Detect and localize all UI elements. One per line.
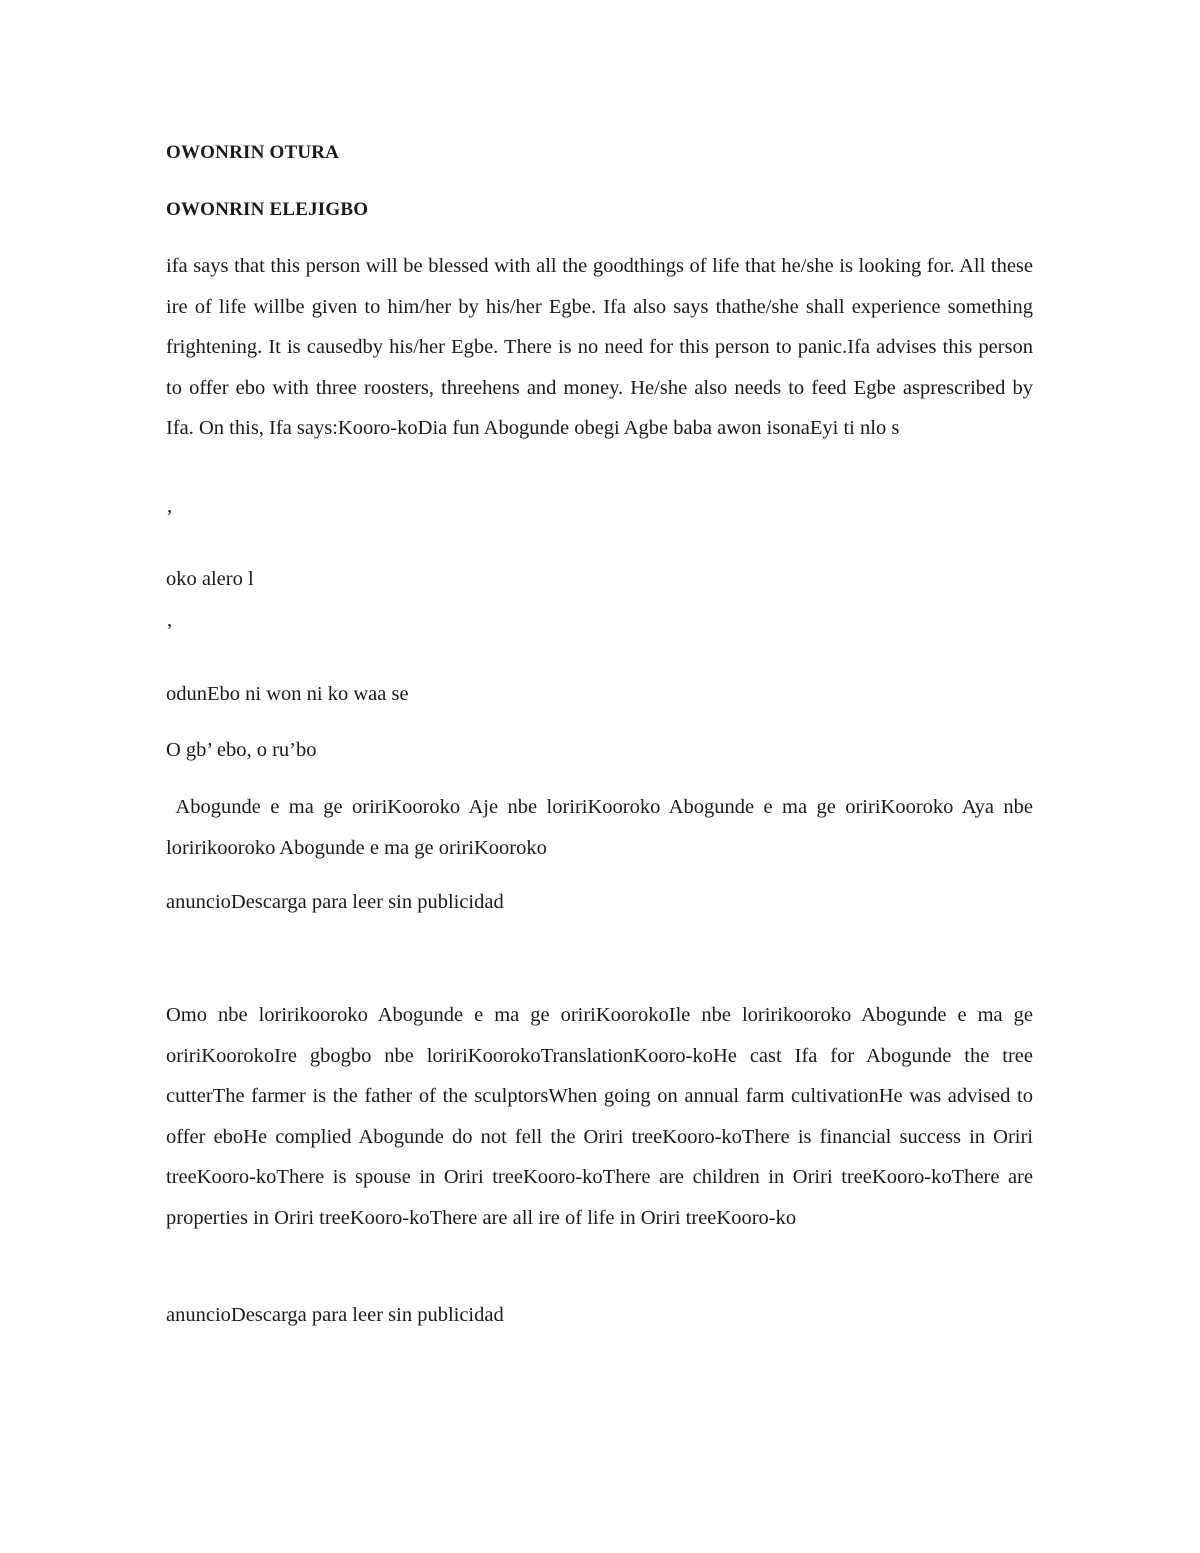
line-ogbebo: O gb’ ebo, o ru’bo xyxy=(166,739,317,761)
paragraph-intro: ifa says that this person will be blessed with all the goodthings of life that he/she is looking for. All these ire of life willbe given to him/her by his/her Egbe. Ifa also says thathe/she shall experience something frightening. It is causedby his/her Egbe. There is no need for this person to panic.Ifa advises this person to offer ebo with three roosters, threehens and money. He/she also needs to feed Egbe asprescribed by Ifa. On this, Ifa says:Kooro-koDia fun Abogunde obegi Agbe baba awon isonaEyi ti nlo s xyxy=(166,255,1033,440)
apostrophe-line-2: ’ xyxy=(166,620,173,642)
document-title: OWONRIN OTURA xyxy=(166,142,340,163)
line-odun: odunEbo ni won ni ko waa se xyxy=(166,683,409,705)
document-subtitle: OWONRIN ELEJIGBO xyxy=(166,199,369,220)
paragraph-abogunde: Abogunde e ma ge oririKooroko Aje nbe loririKooroko Abogunde e ma ge oririKooroko Aya nbe loririkooroko Abogunde e ma ge oririKooroko xyxy=(166,796,1039,859)
apostrophe-line-1: ’ xyxy=(166,506,173,528)
line-oko: oko alero l xyxy=(166,568,254,590)
paragraph-translation: Omo nbe loririkooroko Abogunde e ma ge oririKoorokoIle nbe loririkooroko Abogunde e ma ge oririKoorokoIre gbogbo nbe loririKoorokoTranslationKooro-koHe cast Ifa for Abogunde the tree cutterThe farmer is the father of the sculptorsWhen going on annual farm cultivationHe was advised to offer eboHe complied Abogunde do not fell the Oriri treeKooro-koThere is financial success in Oriri treeKooro-koThere is spouse in Oriri treeKooro-koThere are children in Oriri treeKooro-koThere are properties in Oriri treeKooro-koThere are all ire of life in Oriri treeKooro-ko xyxy=(166,1004,1033,1229)
ad-download-link-1[interactable]: anuncioDescarga para leer sin publicidad xyxy=(166,891,504,913)
ad-download-link-2[interactable]: anuncioDescarga para leer sin publicidad xyxy=(166,1304,504,1326)
